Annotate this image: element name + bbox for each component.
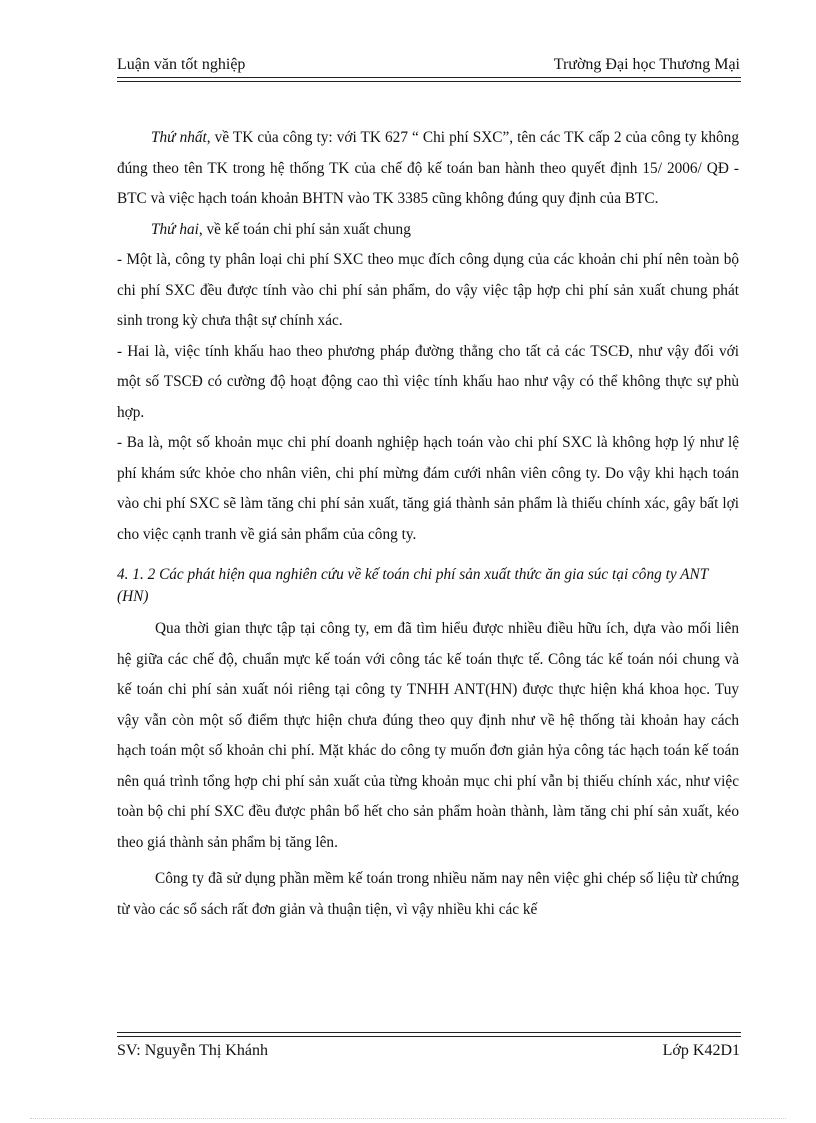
footer-student-name: SV: Nguyễn Thị Khánh bbox=[117, 1042, 268, 1059]
second-point-label: Thứ hai bbox=[151, 220, 199, 238]
footer-rule bbox=[117, 1036, 741, 1037]
header-rule bbox=[117, 77, 741, 78]
header-thesis-title: Luận văn tốt nghiệp bbox=[117, 56, 246, 73]
first-point-label: Thứ nhất bbox=[151, 129, 207, 146]
paragraph-first-point bbox=[117, 123, 739, 215]
paragraph-second-point bbox=[117, 215, 739, 246]
bullet-two: - Hai là, việc tính khấu hao theo phương pháp đường thẳng cho tất cả các TSCĐ, như vậy đối với một số TSCĐ có cường độ hoạt động cao thì việc tính khấu hao như vậy có thể không thực sự phù hợp. bbox=[117, 342, 739, 421]
header-university: Trường Đại học Thương Mại bbox=[553, 56, 740, 73]
section-heading: 4. 1. 2 Các phát hiện qua nghiên cứu về kế toán chi phí sản xuất thức ăn gia súc tại công ty ANT (HN) bbox=[117, 566, 708, 605]
bullet-three: - Ba là, một số khoản mục chi phí doanh nghiệp hạch toán vào chi phí SXC là không hợp lý như lệ phí khám sức khỏe cho nhân viên, chi phí mừng đám cưới nhân viên công ty. Do vậy khi hạch toán vào chi phí SXC sẽ làm tăng chi phí sản xuất, tăng giá thành sản phẩm là thiếu chính xác, gây bất lợi cho việc cạnh tranh về giá sản phẩm của công ty. bbox=[117, 434, 739, 543]
page-body bbox=[117, 123, 739, 925]
first-point-text: , về TK của công ty: với TK 627 “ Chi phí SXC”, tên các TK cấp 2 của công ty không đúng theo tên TK trong hệ thống TK của chế độ kế toán ban hành theo quyết định 15/ 2006/ QĐ - BTC và việc hạch toán khoản BHTN vào TK 3385 cũng không đúng quy định của BTC. bbox=[117, 129, 739, 207]
page-bottom-dotted-line bbox=[30, 1118, 786, 1119]
header-rule-inner bbox=[117, 81, 741, 82]
page-footer bbox=[117, 1040, 740, 1062]
paragraph-software: Công ty đã sử dụng phần mềm kế toán trong nhiều năm nay nên việc ghi chép số liệu từ chứng từ vào các sổ sách rất đơn giản và thuận tiện, vì vậy nhiều khi các kế bbox=[117, 870, 739, 918]
second-point-text: , về kế toán chi phí sản xuất chung bbox=[198, 220, 411, 238]
bullet-one: - Một là, công ty phân loại chi phí SXC theo mục đích công dụng của các khoản chi phí nên toàn bộ chi phí SXC đều được tính vào chi phí sản phẩm, do vậy việc tập hợp chi phí sản xuất chung phát sinh trong kỳ chưa thật sự chính xác. bbox=[117, 251, 739, 329]
footer-class: Lớp K42D1 bbox=[662, 1042, 740, 1059]
page-header bbox=[117, 48, 740, 74]
footer-rule-inner bbox=[117, 1032, 741, 1033]
paragraph-findings: Qua thời gian thực tập tại công ty, em đã tìm hiểu được nhiều điều hữu ích, dựa vào mối liên hệ giữa các chế độ, chuẩn mực kế toán với công tác kế toán thực tế. Công tác kế toán nói chung và kế toán chi phí sản xuất nói riêng tại công ty TNHH ANT(HN) được thực hiện khá khoa học. Tuy vậy vẫn còn một số điểm thực hiện chưa đúng theo quy định như về hệ thống tài khoản hay cách hạch toán một số khoản chi phí. Mặt khác do công ty muốn đơn giản hỷa công tác hạch toán kế toán nên quá trình tổng hợp chi phí sản xuất của từng khoản mục chi phí vẫn bị thiếu chính xác, như việc toàn bộ chi phí SXC đều được phân bổ hết cho sản phẩm hoàn thành, làm tăng chi phí sản xuất, kéo theo giá thành sản phẩm bị tăng lên. bbox=[117, 620, 739, 851]
